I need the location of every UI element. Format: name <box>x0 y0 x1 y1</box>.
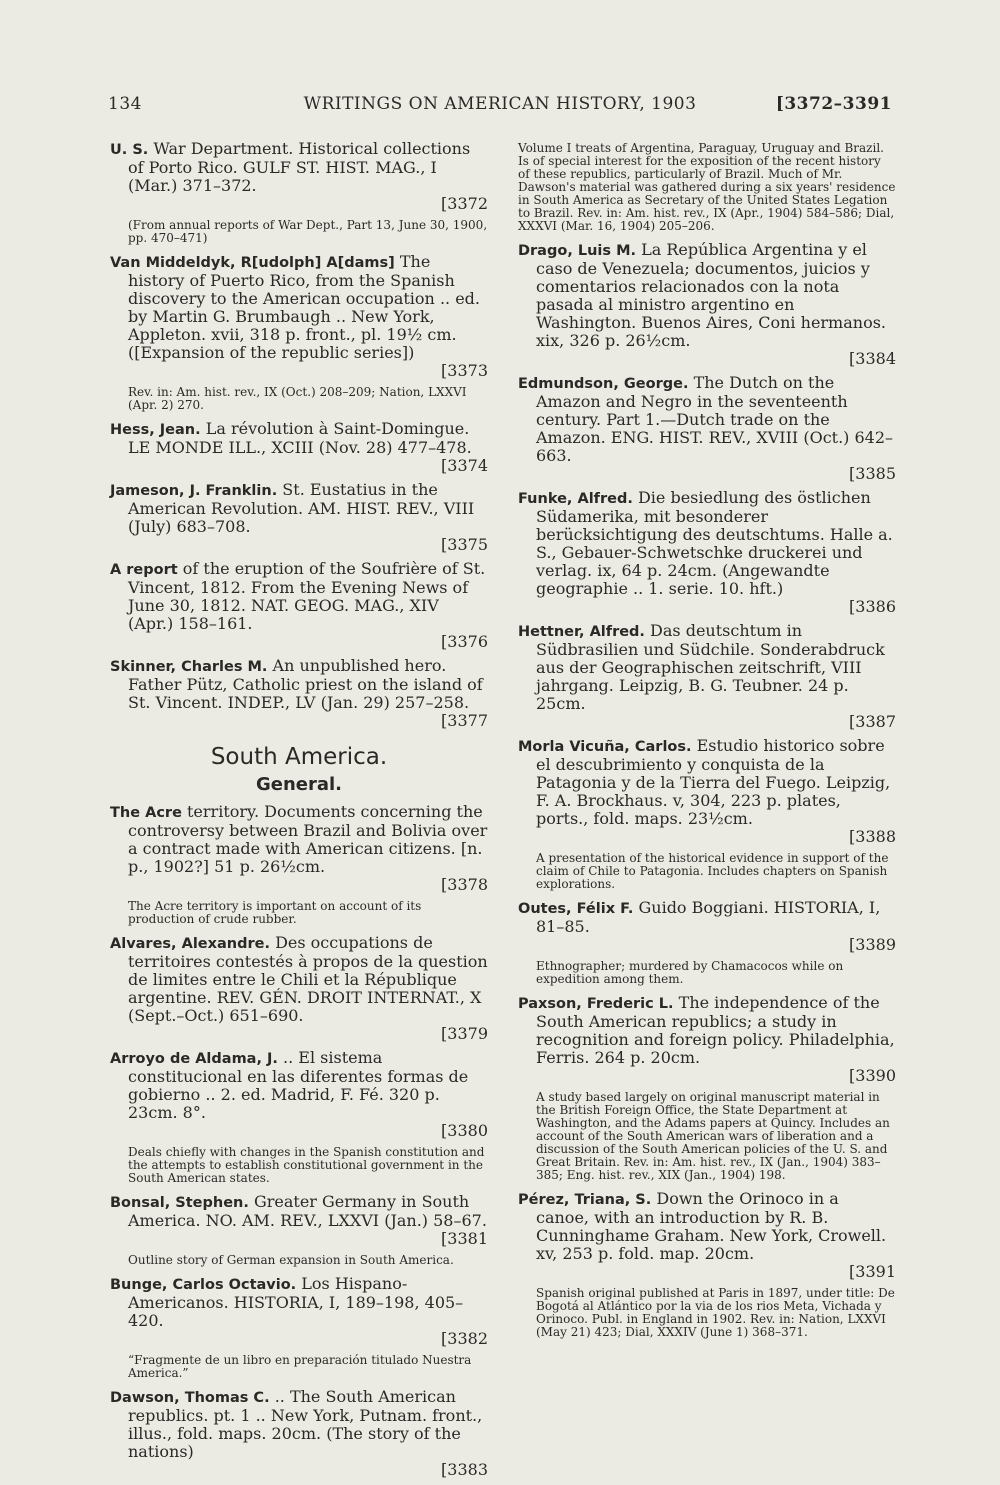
bibliography-entry <box>110 560 488 651</box>
bibliography-entry <box>518 622 896 731</box>
entry-list <box>518 241 896 1339</box>
entry-body <box>518 1190 896 1281</box>
entry-number: [3384 <box>849 349 896 368</box>
bibliography-entry <box>110 657 488 730</box>
entry-author: Bonsal, Stephen. <box>110 1195 249 1211</box>
entry-author: A report <box>110 562 178 578</box>
entry-body <box>110 481 488 554</box>
entry-body <box>518 489 896 616</box>
entry-note: Ethnographer; murdered by Chamacocos while on expedition among them. <box>536 959 844 986</box>
entry-note: Outline story of German expansion in South America. <box>128 1253 454 1267</box>
entry-body <box>110 560 488 651</box>
bibliography-entry <box>110 140 488 245</box>
page-number: 134 <box>108 94 142 114</box>
bibliography-entry <box>110 1388 488 1479</box>
bibliography-entry <box>518 489 896 616</box>
entry-text: .. The South American republics. pt. 1 .. New York, Putnam. front., illus., fold. maps. 20cm. (The story of the nations) <box>128 1387 483 1461</box>
entry-note: A presentation of the historical evidence in support of the claim of Chile to Patagonia. Includes chapters on Spanish explorations. <box>536 851 889 891</box>
entry-author: Paxson, Frederic L. <box>518 996 674 1012</box>
entry-list <box>110 803 488 1479</box>
entry-number: [3374 <box>441 456 488 475</box>
bibliography-entry <box>518 374 896 483</box>
entry-author: Funke, Alfred. <box>518 491 633 507</box>
running-header <box>108 94 892 120</box>
bibliography-entry <box>518 241 896 368</box>
entry-text: St. Eustatius in the American Revolution. AM. HIST. REV., VIII (July) 683–708. <box>128 480 475 536</box>
entry-text: of the eruption of the Soufrière of St. Vincent, 1812. From the Evening News of June 30, 1812. NAT. GEOG. MAG., XIV (Apr.) 158–161. <box>128 559 486 633</box>
entry-author: Hettner, Alfred. <box>518 624 645 640</box>
entry-body <box>110 657 488 730</box>
entry-text: Guido Boggiani. HISTORIA, I, 81–85. <box>536 898 881 936</box>
entry-number: [3388 <box>849 827 896 846</box>
entry-body <box>518 241 896 368</box>
entry-author: U. S. <box>110 142 149 158</box>
entry-number: [3372 <box>441 194 488 213</box>
entry-note: Deals chiefly with changes in the Spanish constitution and the attempts to establish constitutional government in the South American states. <box>128 1145 485 1185</box>
entry-number: [3380 <box>441 1121 488 1140</box>
entry-author: Arroyo de Aldama, J. <box>110 1051 278 1067</box>
entry-number: [3387 <box>849 712 896 731</box>
entry-text: Des occupations de territoires contestés à propos de la question de limites entre le Chili et la République argentine. REV. GÉN. DROIT INTERNAT., X (Sept.–Oct.) 651–690. <box>128 933 488 1025</box>
bibliography-entry <box>110 481 488 554</box>
bibliography-entry <box>110 934 488 1043</box>
entry-range: [3372–3391 <box>775 94 892 114</box>
entry-body <box>518 374 896 483</box>
entry-note: A study based largely on original manuscript material in the British Foreign Office, the State Department at Washington, and the Adams papers at Quincy. Includes an account of the South American wars of liberation and a discussion of the South American policies of the U. S. and Great Britain. Rev. in: Am. hist. rev., IX (Jan., 1904) 383–385; Eng. hist. rev., XIX (Jan., 1904) 198. <box>536 1090 890 1182</box>
entry-body <box>110 934 488 1043</box>
entry-text: The independence of the South American republics; a study in recognition and foreign policy. Philadelphia, Ferris. 264 p. 20cm. <box>536 993 895 1067</box>
entry-text: La República Argentina y el caso de Venezuela; documentos, juicios y comentarios relacionados con la nota pasada al ministro argentino en Washington. Buenos Aires, Coni hermanos. xix, 326 p. 26½cm. <box>536 240 886 350</box>
section-title: South America. <box>210 744 388 770</box>
entry-number: [3379 <box>441 1024 488 1043</box>
entry-number: [3375 <box>441 535 488 554</box>
bibliography-entry <box>518 737 896 891</box>
entry-note: “Fragmente de un libro en preparación titulado Nuestra America.” <box>128 1353 472 1380</box>
entry-text: Los Hispano-Americanos. HISTORIA, I, 189–198, 405–420. <box>128 1274 464 1330</box>
entry-body <box>110 253 488 380</box>
entry-body <box>518 737 896 846</box>
entry-body <box>110 420 488 475</box>
entry-author: Dawson, Thomas C. <box>110 1390 270 1406</box>
entry-note: Spanish original published at Paris in 1897, under title: De Bogotá al Atlántico por la via de los rios Meta, Vichada y Orinoco. Publ. in England in 1902. Rev. in: Nation, LXXVI (May 21) 423; Dial, XXXIV (June 1) 368–371. <box>536 1286 895 1339</box>
entry-number: [3389 <box>849 935 896 954</box>
entry-text: The history of Puerto Rico, from the Spanish discovery to the American occupation .. ed. by Martin G. Brumbaugh .. New York, Appleton. xvii, 318 p. front., pl. 19½ cm. ([Expansion of the republic series]) <box>128 252 480 362</box>
entry-author: Alvares, Alexandre. <box>110 936 270 952</box>
right-column <box>518 140 896 1347</box>
entry-author: Hess, Jean. <box>110 422 201 438</box>
entry-text: The Dutch on the Amazon and Negro in the seventeenth century. Part 1.—Dutch trade on the Amazon. ENG. HIST. REV., XVIII (Oct.) 642–663. <box>536 373 894 465</box>
entry-number: [3378 <box>441 875 488 894</box>
entry-author: Morla Vicuña, Carlos. <box>518 739 692 755</box>
bibliography-entry <box>110 1049 488 1185</box>
entry-body <box>518 994 896 1085</box>
entry-text: La révolution à Saint-Domingue. LE MONDE ILL., XCIII (Nov. 28) 477–478. <box>128 419 472 457</box>
entry-number: [3373 <box>441 361 488 380</box>
entry-number: [3386 <box>849 597 896 616</box>
entry-number: [3390 <box>849 1066 896 1085</box>
entry-text: Das deutschtum in Südbrasilien und Südchile. Sonderabdruck aus der Geographischen zeitschrift, VIII jahrgang. Leipzig, B. G. Teubner. 24 p. 25cm. <box>536 621 885 713</box>
entry-author: The Acre <box>110 805 182 821</box>
entry-number: [3385 <box>849 464 896 483</box>
entry-text: War Department. Historical collections of Porto Rico. GULF ST. HIST. MAG., I (Mar.) 371–372. <box>128 139 471 195</box>
entry-number: [3376 <box>441 632 488 651</box>
bibliography-entry <box>110 1275 488 1380</box>
entry-body <box>110 803 488 894</box>
entry-text: Down the Orinoco in a canoe, with an introduction by R. B. Cunninghame Graham. New York, Crowell. xv, 253 p. fold. map. 20cm. <box>536 1189 887 1263</box>
entry-author: Drago, Luis M. <box>518 243 637 259</box>
entry-body <box>518 622 896 731</box>
entry-body <box>110 1193 488 1248</box>
entry-number: [3381 <box>441 1229 488 1248</box>
entry-body <box>110 140 488 213</box>
entry-text: territory. Documents concerning the controversy between Brazil and Bolivia over a contract made with American citizens. [n. p., 1902?] 51 p. 26½cm. <box>128 802 488 876</box>
running-title: WRITINGS ON AMERICAN HISTORY, 1903 <box>303 94 697 114</box>
entry-text: .. El sistema constitucional en las diferentes formas de gobierno .. 2. ed. Madrid, F. Fé. 320 p. 23cm. 8°. <box>128 1048 469 1122</box>
entry-author: Van Middeldyk, R[udolph] A[dams] <box>110 255 395 271</box>
entry-number: [3383 <box>441 1460 488 1479</box>
entry-note: Rev. in: Am. hist. rev., IX (Oct.) 208–209; Nation, LXXVI (Apr. 2) 270. <box>128 385 467 412</box>
entry-text: Estudio historico sobre el descubrimiento y conquista de la Patagonia y de la Tierra del Fuego. Leipzig, F. A. Brockhaus. v, 304, 223 p. plates, ports., fold. maps. 23½cm. <box>536 736 891 828</box>
bibliography-entry <box>518 899 896 986</box>
entry-author: Bunge, Carlos Octavio. <box>110 1277 297 1293</box>
bibliography-entry <box>518 994 896 1182</box>
entry-body <box>110 1388 488 1479</box>
bibliography-entry <box>110 803 488 926</box>
entry-author: Edmundson, George. <box>518 376 689 392</box>
entry-text: Greater Germany in South America. NO. AM. REV., LXXVI (Jan.) 58–67. <box>128 1192 487 1230</box>
entry-note: Volume I treats of Argentina, Paraguay, Uruguay and Brazil. Is of special interest for the exposition of the recent history of these republics, particularly of Brazil. Much of Mr. Dawson's material was gathered during a six years' residence in South America as Secretary of the United States Legation to Brazil. Rev. in: Am. hist. rev., IX (Apr., 1904) 584–586; Dial, XXXVI (Mar. 16, 1904) 205–206. <box>518 141 896 233</box>
entry-body <box>110 1275 488 1348</box>
bibliography-entry <box>110 420 488 475</box>
entry-text: Die besiedlung des östlichen Südamerika, mit besonderer berücksichtigung des deutschtums. Halle a. S., Gebauer-Schwetschke druckerei und verlag. ix, 64 p. 24cm. (Angewandte geographie .. 1. serie. 10. hft.) <box>536 488 893 598</box>
entry-author: Jameson, J. Franklin. <box>110 483 278 499</box>
subsection-title: General. <box>255 774 343 795</box>
entry-author: Pérez, Triana, S. <box>518 1192 652 1208</box>
entry-number: [3377 <box>441 711 488 730</box>
entry-number: [3382 <box>441 1329 488 1348</box>
entry-list <box>110 140 488 730</box>
entry-body <box>110 1049 488 1140</box>
entry-note: (From annual reports of War Dept., Part 13, June 30, 1900, pp. 470–471) <box>128 218 488 245</box>
bibliography-entry <box>518 1190 896 1339</box>
entry-number: [3391 <box>849 1262 896 1281</box>
bibliography-entry <box>110 1193 488 1267</box>
entry-author: Skinner, Charles M. <box>110 659 268 675</box>
entry-text: An unpublished hero. Father Pütz, Catholic priest on the island of St. Vincent. INDEP., LV (Jan. 29) 257–258. <box>128 656 483 712</box>
bibliography-entry <box>110 253 488 412</box>
left-column <box>110 140 488 1485</box>
entry-note: The Acre territory is important on account of its production of crude rubber. <box>128 899 422 926</box>
entry-body <box>518 899 896 954</box>
entry-author: Outes, Félix F. <box>518 901 634 917</box>
